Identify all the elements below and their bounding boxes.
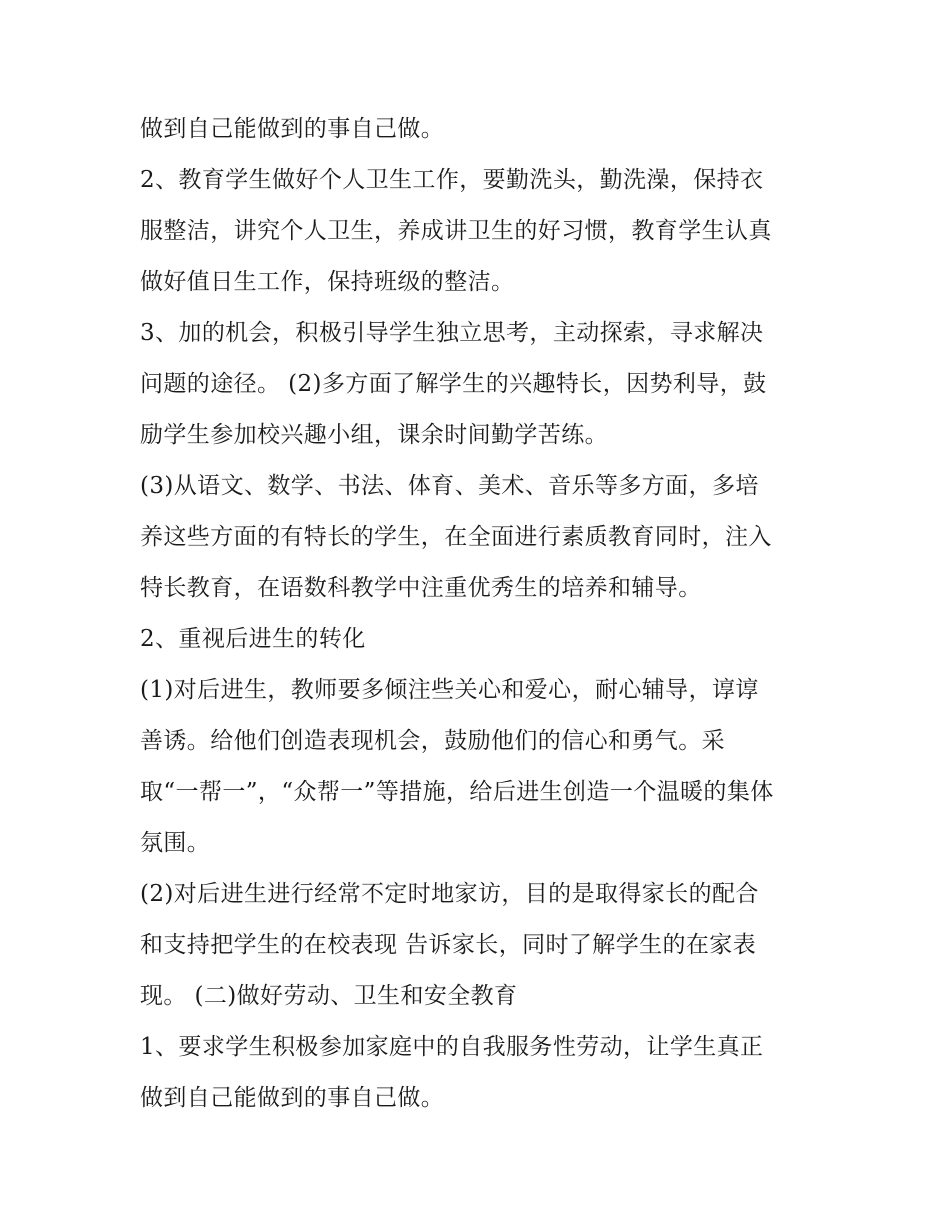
text-line: 问题的途径。 (2)多方面了解学生的兴趣特长，因势利导，鼓 <box>140 371 767 397</box>
text-line: 做好值日生工作，保持班级的整洁。 <box>140 269 515 295</box>
text-line: 和支持把学生的在校表现 告诉家长，同时了解学生的在家表 <box>140 932 757 958</box>
text-line: 励学生参加校兴趣小组，课余时间勤学苦练。 <box>140 422 608 448</box>
text-line: 取“一帮一”，“众帮一”等措施，给后进生创造一个温暖的集体 <box>140 779 774 805</box>
text-line: 1、要求学生积极参加家庭中的自我服务性劳动，让学生真正 <box>140 1034 764 1060</box>
text-line: (3)从语文、数学、书法、体育、美术、音乐等多方面，多培 <box>140 473 759 499</box>
text-line: 特长教育，在语数科教学中注重优秀生的培养和辅导。 <box>140 575 702 601</box>
text-line: 服整洁，讲究个人卫生，养成讲卫生的好习惯，教育学生认真 <box>140 218 772 244</box>
text-line: 氛围。 <box>140 830 211 856</box>
text-line: 做到自己能做到的事自己做。 <box>140 116 445 142</box>
text-line: 养这些方面的有特长的学生，在全面进行素质教育同时，注入 <box>140 524 772 550</box>
text-line: 现。 (二)做好劳动、卫生和安全教育 <box>140 983 518 1009</box>
text-line: 善诱。给他们创造表现机会，鼓励他们的信心和勇气。采 <box>140 728 725 754</box>
document-body <box>140 104 820 1124</box>
text-line: 做到自己能做到的事自己做。 <box>140 1085 445 1111</box>
text-line: (2)对后进生进行经常不定时地家访，目的是取得家长的配合 <box>140 881 759 907</box>
text-line: 3、加的机会，积极引导学生独立思考，主动探索，寻求解决 <box>140 320 764 346</box>
text-line: 2、教育学生做好个人卫生工作，要勤洗头，勤洗澡，保持衣 <box>140 167 764 193</box>
text-line: 2、重视后进生的转化 <box>140 626 366 652</box>
text-line: (1)对后进生，教师要多倾注些关心和爱心，耐心辅导，谆谆 <box>140 677 759 703</box>
